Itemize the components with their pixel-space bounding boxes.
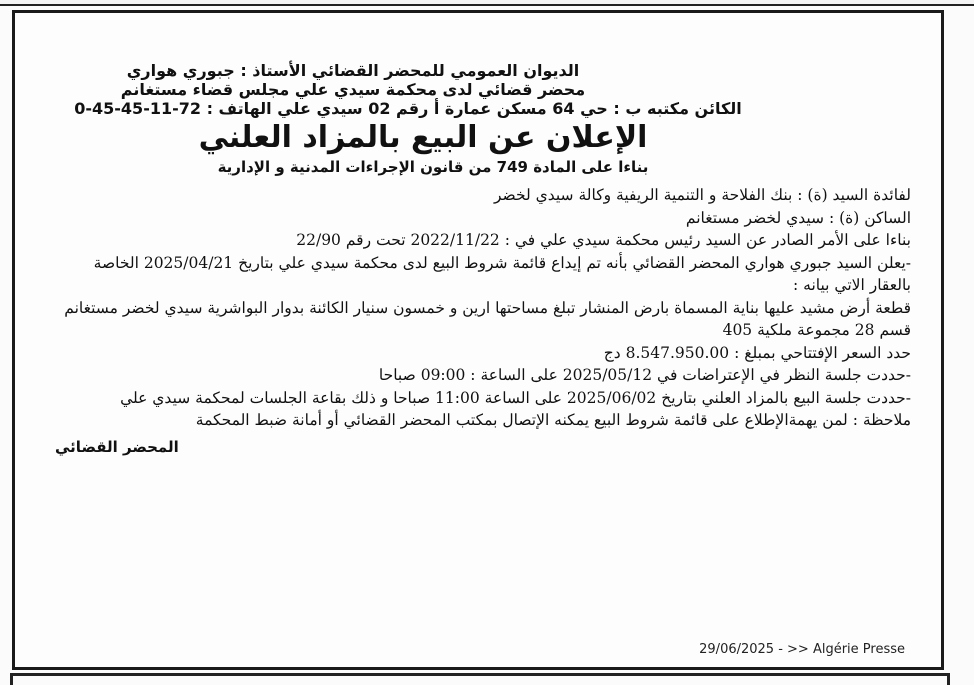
header-address-line: الكائن مكتبه ب : حي 64 مسكن عمارة أ رقم 02 سيدي علي الهاتف : 72-11-45-45-0 xyxy=(74,99,742,118)
notice-body xyxy=(55,184,911,432)
notice-title: الإعلان عن البيع بالمزاد العلني xyxy=(198,120,648,155)
note-line: ملاحظة : لمن يهمةالإطلاع على قائمة شروط البيع يمكنه الإتصال بمكتب المحضر القضائي أو أمانة ضبط المحكمة xyxy=(195,411,911,429)
next-clipping-edge xyxy=(10,673,950,685)
resident-line: الساكن (ة) : سيدي لخضر مستغانم xyxy=(685,208,911,227)
property-description: قطعة أرض مشيد عليها بناية المسماة بارض المنشار تبلغ مساحتها ارين و خمسون سنيار الكائنة بدوار البواشرية سيدي لخضر مستغانم قسم 28 مجموعة ملكية 405 xyxy=(64,298,911,339)
beneficiary-line: لفائدة السيد (ة) : بنك الفلاحة و التنمية الريفية وكالة سيدي لخضر xyxy=(493,186,911,204)
court-order-line: بناءا على الأمر الصادر عن السيد رئيس محكمة سيدي علي في : 2022/11/22 تحت رقم 22/90 xyxy=(296,231,911,249)
previous-clipping-edge xyxy=(0,0,974,6)
publication-footer xyxy=(693,642,911,657)
sale-session-line: -حددت جلسة البيع بالمزاد العلني بتاريخ 2025/06/02 على الساعة 11:00 صباحا و ذلك بقاعة الجلسات لمحكمة سيدي علي xyxy=(120,388,911,407)
announcement-paragraph: -يعلن السيد جبوري هواري المحضر القضائي بأنه تم إيداع قائمة شروط البيع لدى محكمة سيدي علي بتاريخ 2025/04/21 الخاصة بالعقار الاتي بيانه : xyxy=(93,253,911,294)
legal-notice-frame xyxy=(12,10,944,670)
header-office-line: الديوان العمومي للمحضر القضائي الأستاذ : جبوري هواري xyxy=(126,61,580,80)
publication-date-source: 29/06/2025 - >> Algérie Presse xyxy=(693,642,911,657)
starting-price-line: حدد السعر الإفتتاحي بمبلغ : 8.547.950.00 دج xyxy=(603,343,911,362)
objection-session-line: -حددت جلسة النظر في الإعتراضات في 2025/05/12 على الساعة : 09:00 صباحا xyxy=(378,366,911,384)
legal-notice-content xyxy=(55,61,911,456)
header-bailiff-line: محضر قضائي لدى محكمة سيدي علي مجلس قضاء مستغانم xyxy=(120,80,586,99)
bailiff-signature: المحضر القضائي xyxy=(55,437,179,456)
notice-subtitle: بناءا على المادة 749 من قانون الإجراءات المدنية و الإدارية xyxy=(217,158,649,176)
